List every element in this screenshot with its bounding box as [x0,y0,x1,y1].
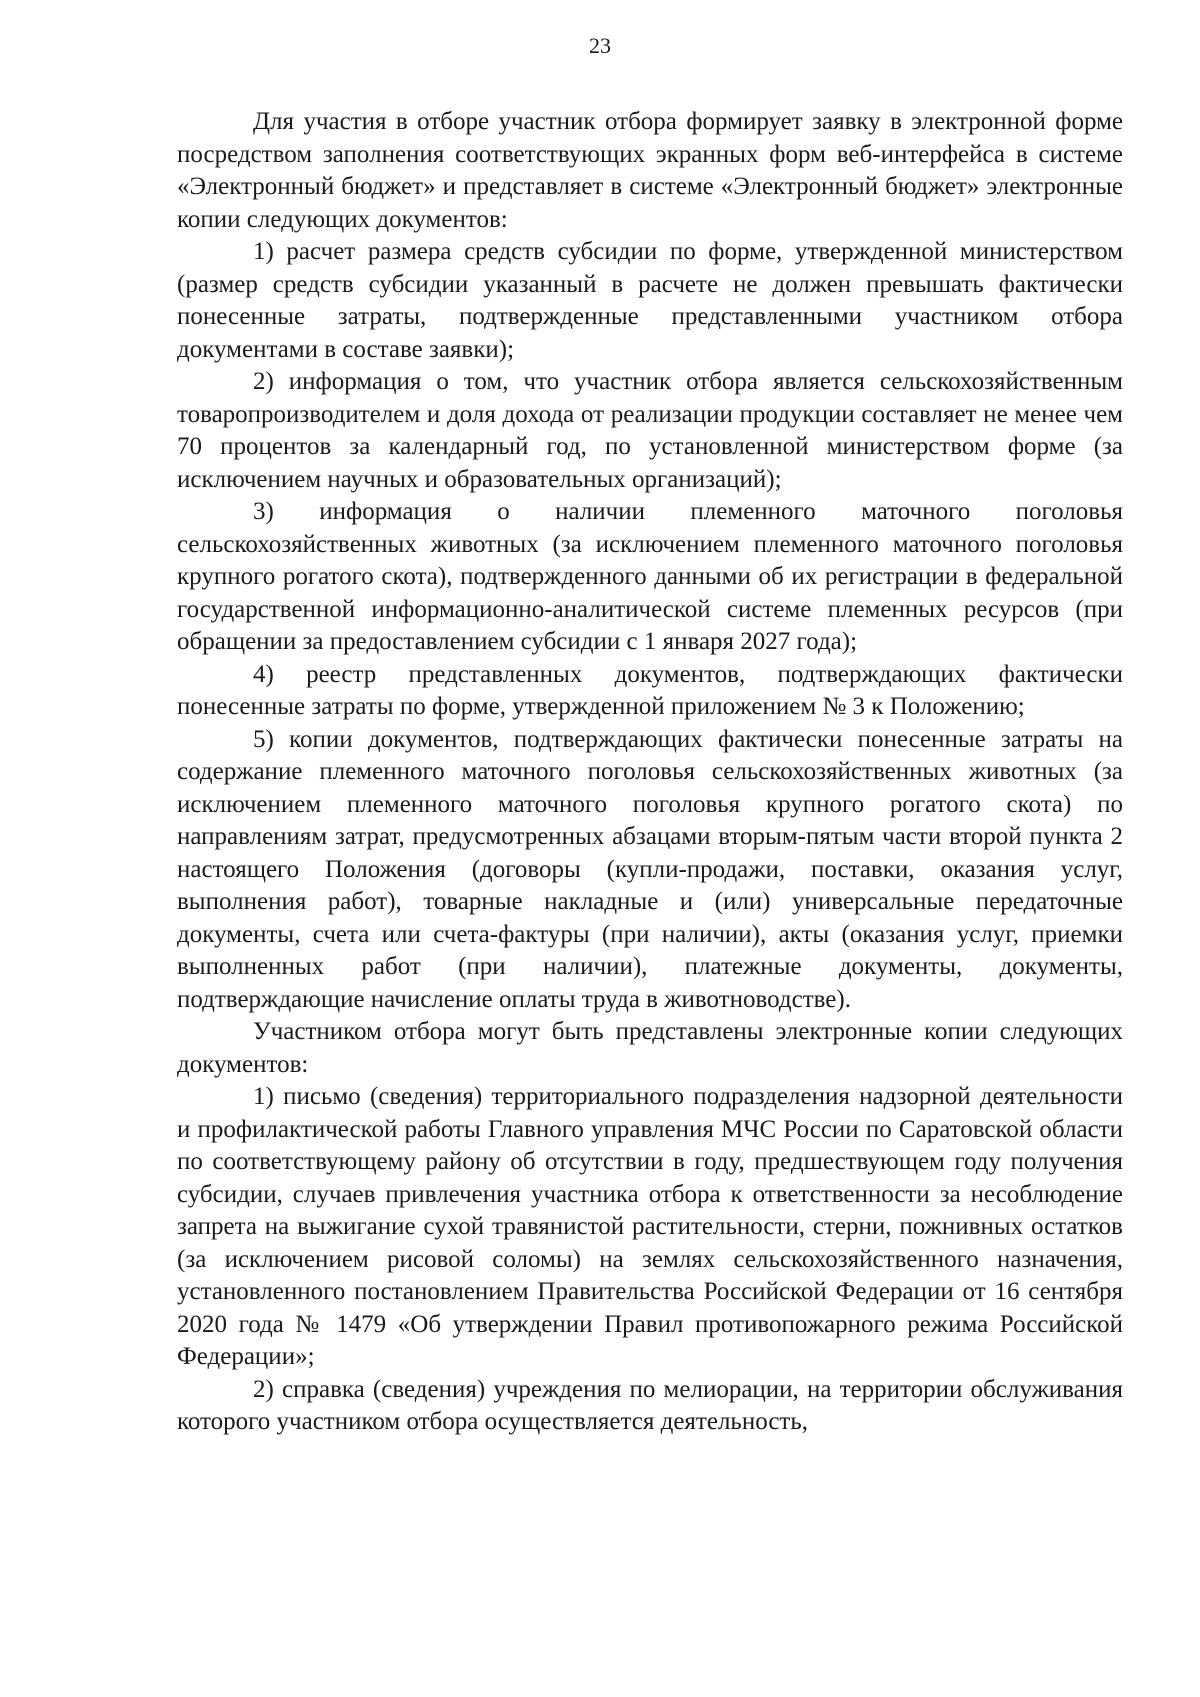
paragraph-optional-intro: Участником отбора могут быть представлены электронные копии следующих документов: [177,1018,1123,1078]
paragraph-item-4: 4) реестр представленных документов, подтверждающих фактически понесенные затраты по форме, утвержденной приложением № 3 к Положению; [177,660,1123,720]
paragraph-item-1: 1) расчет размера средств субсидии по форме, утвержденной министерством (размер средств субсидии указанный в расчете не должен превышать фактически понесенные затраты, подтвержденные представленными участником отбора документами в составе заявки); [177,238,1123,363]
paragraph-item-3: 3) информация о наличии племенного маточного поголовья сельскохозяйственных животных (за исключением племенного маточного поголовья крупного рогатого скота), подтвержденного данными об их регистрации в федеральной государственной информационно-аналитической системе племенных ресурсов (при обращении за предоставлением субсидии с 1 января 2027 года); [177,498,1123,655]
document-body [177,106,1123,1439]
paragraph-intro: Для участия в отборе участник отбора формирует заявку в электронной форме посредством заполнения соответствующих экранных форм веб-интерфейса в системе «Электронный бюджет» и представляет в системе «Электронный бюджет» электронные копии следующих документов: [177,108,1123,233]
paragraph-item-5: 5) копии документов, подтверждающих фактически понесенные затраты на содержание племенного маточного поголовья сельскохозяйственных животных (за исключением племенного маточного поголовья крупного рогатого скота) по направлениям затрат, предусмотренных абзацами вторым-пятым части второй пункта 2 настоящего Положения (договоры (купли-продажи, поставки, оказания услуг, выполнения работ), товарные накладные и (или) универсальные передаточные документы, счета или счета-фактуры (при наличии), акты (оказания услуг, приемки выполненных работ (при наличии), платежные документы, документы, подтверждающие начисление оплаты труда в животноводстве). [177,725,1123,1013]
paragraph-item-2: 2) информация о том, что участник отбора является сельскохозяйственным товаропроизводителем и доля дохода от реализации продукции составляет не менее чем 70 процентов за календарный год, по установленной министерством форме (за исключением научных и образовательных организаций); [177,368,1123,493]
paragraph-optional-item-2: 2) справка (сведения) учреждения по мелиорации, на территории обслуживания которого участником отбора осуществляется деятельность, [177,1375,1123,1435]
paragraph-optional-item-1: 1) письмо (сведения) территориального подразделения надзорной деятельности и профилактической работы Главного управления МЧС России по Саратовской области по соответствующему району об отсутствии в году, предшествующем году получения субсидии, случаев привлечения участника отбора к ответственности за несоблюдение запрета на выжигание сухой травянистой растительности, стерни, пожнивных остатков (за исключением рисовой соломы) на землях сельскохозяйственного назначения, установленного постановлением Правительства Российской Федерации от 16 сентября 2020 года № 1479 «Об утверждении Правил противопожарного режима Российской Федерации»; [177,1083,1123,1370]
page-number: 23 [589,33,611,58]
